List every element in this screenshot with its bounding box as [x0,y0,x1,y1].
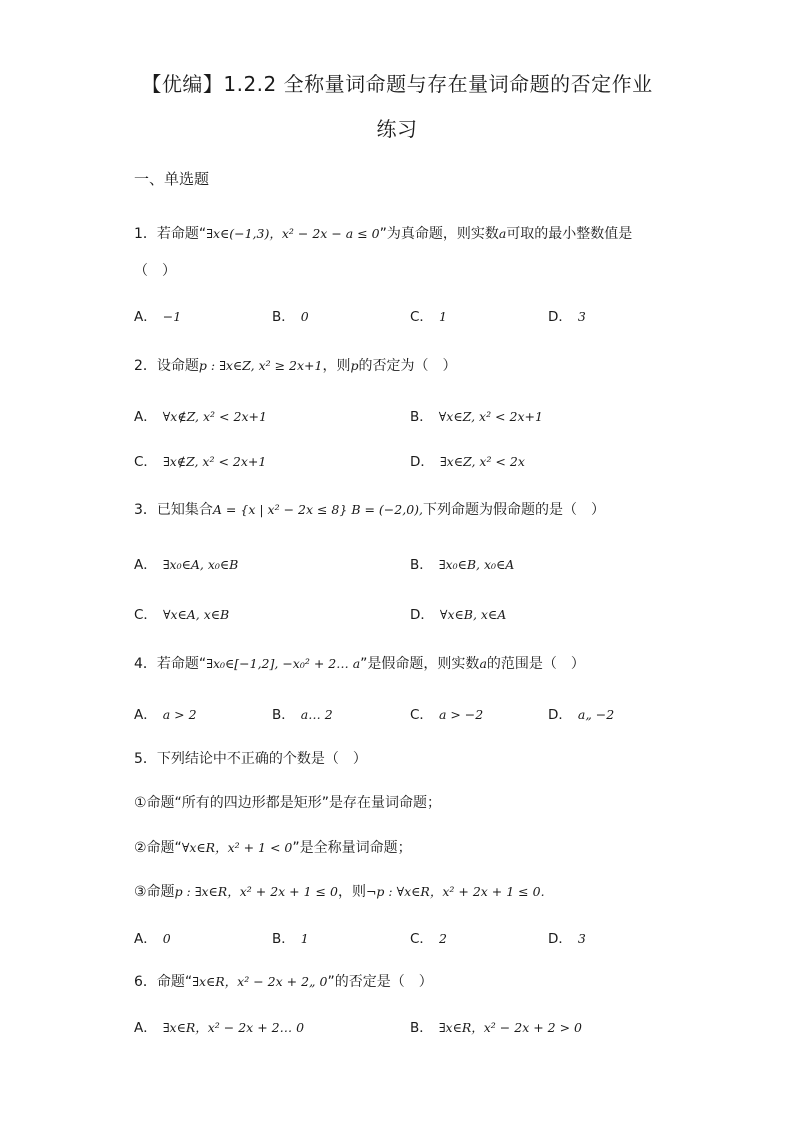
text-fragment: ∃x∈Z, x² < 2x [439,454,525,469]
text-fragment: ”的否定是（ ） [327,974,433,990]
q6-option-a[interactable] [134,1016,304,1036]
q5-option-a[interactable] [134,927,171,947]
q4-option-d[interactable] [548,703,614,723]
text-fragment: ，则 [322,358,351,374]
text-fragment: 0 [162,931,171,946]
math-variable: p [350,358,359,373]
text-fragment: 下列命题为假命题的是（ ） [423,502,605,518]
text-fragment: −1 [162,309,182,324]
q2-option-b[interactable] [410,405,543,425]
q5-option-c[interactable] [410,927,447,947]
q3-option-d[interactable] [410,603,506,623]
text-fragment: A． [134,707,157,723]
text-fragment: D． [410,607,434,623]
q2-option-c[interactable] [134,450,266,470]
text-fragment: ∃x∉Z, x² < 2x+1 [162,454,267,469]
q5-option-b[interactable] [272,927,309,947]
q4-option-a[interactable] [134,703,197,723]
text-fragment: 2 [438,931,447,946]
math-variable: a [479,656,487,671]
q5-statement-1: ①命题“所有的四边形都是矩形”是存在量词命题； [134,795,442,811]
math-expression: ∃x∈(−1,3)，x² − 2x − a ≤ 0 [206,226,380,241]
text-fragment: A． [134,409,157,425]
text-fragment: 3．已知集合 [134,502,213,518]
math-expression: ∃x∈R，x² − 2x + 2„ 0 [192,974,328,989]
text-fragment: ∀x∈A, x∈B [162,607,230,622]
text-fragment: a > 2 [162,707,197,722]
q1-option-b[interactable] [272,305,309,325]
question-4-stem [134,653,585,673]
text-fragment: A． [134,931,157,947]
text-fragment: ∃x∈R，x² − 2x + 2… 0 [162,1020,305,1035]
text-fragment: A． [134,557,157,573]
document-title: 【优编】1.2.2 全称量词命题与存在量词命题的否定作业 [141,72,653,96]
q1-option-d[interactable] [548,305,586,325]
text-fragment: 6．命题“ [134,974,193,990]
q3-option-a[interactable] [134,553,238,573]
q5-statement-2 [134,837,412,857]
text-fragment: 的否定为（ ） [358,358,457,374]
math-expression: p : ∃x∈Z, x² ≥ 2x+1 [198,358,323,373]
text-fragment: 4．若命题“ [134,656,207,672]
text-fragment: B． [410,1020,433,1036]
text-fragment: A． [134,1020,157,1036]
document-title-continued: 练习 [376,117,418,141]
math-expression: ¬p : ∀x∈R，x² + 2x + 1 ≤ 0. [365,884,545,899]
text-fragment: 0 [300,309,309,324]
text-fragment: 2．设命题 [134,358,199,374]
q4-option-b[interactable] [272,703,333,723]
text-fragment: C． [410,309,433,325]
text-fragment: B． [410,409,433,425]
text-fragment: 可取的最小整数值是 [506,226,633,242]
text-fragment: ∀x∈B, x∈A [439,607,507,622]
text-fragment: 的范围是（ ） [486,656,585,672]
text-fragment: A． [134,309,157,325]
text-fragment: ∀x∈Z, x² < 2x+1 [438,409,543,424]
text-fragment: ②命题“ [134,840,182,856]
text-fragment: B． [272,707,295,723]
question-1-stem [134,223,632,243]
math-expression: A = {x | x² − 2x ≤ 8} B = (−2,0), [212,502,423,517]
math-expression: ∃x₀∈[−1,2], −x₀² + 2… a [206,656,361,671]
question-2-stem [134,355,457,375]
question-6-stem [134,971,433,991]
text-fragment: B． [410,557,433,573]
text-fragment: ∃x∈R，x² − 2x + 2 > 0 [438,1020,582,1035]
question-1-stem-continued: （ ） [134,263,176,279]
q3-option-b[interactable] [410,553,514,573]
question-3-stem [134,499,605,519]
math-expression: ∀x∈R，x² + 1 < 0 [181,840,293,855]
text-fragment: 3 [577,309,586,324]
text-fragment: 1 [438,309,447,324]
text-fragment: 1 [300,931,309,946]
text-fragment: D． [548,931,572,947]
math-expression: p : ∃x∈R，x² + 2x + 1 ≤ 0 [174,884,338,899]
text-fragment: a… 2 [300,707,333,722]
text-fragment: ∀x∉Z, x² < 2x+1 [162,409,267,424]
q1-option-c[interactable] [410,305,447,325]
text-fragment: C． [134,607,157,623]
text-fragment: 1．若命题“ [134,226,207,242]
text-fragment: C． [410,931,433,947]
text-fragment: ，则 [337,884,366,900]
text-fragment: C． [134,454,157,470]
text-fragment: ”是假命题，则实数 [360,656,480,672]
question-5-stem: 5．下列结论中不正确的个数是（ ） [134,751,367,767]
text-fragment: C． [410,707,433,723]
q5-statement-3 [134,881,545,901]
q6-option-b[interactable] [410,1016,582,1036]
text-fragment: 3 [577,931,586,946]
text-fragment: ∃x₀∈B, x₀∈A [438,557,515,572]
text-fragment: D． [548,707,572,723]
text-fragment: ”为真命题，则实数 [379,226,499,242]
text-fragment: a„ −2 [577,707,615,722]
text-fragment: ∃x₀∈A, x₀∈B [162,557,239,572]
q4-option-c[interactable] [410,703,483,723]
q2-option-d[interactable] [410,450,525,470]
text-fragment: ③命题 [134,884,175,900]
text-fragment: B． [272,309,295,325]
text-fragment: ”是全称量词命题； [292,840,412,856]
text-fragment: D． [548,309,572,325]
section-heading: 一、单选题 [134,170,210,188]
text-fragment: D． [410,454,434,470]
text-fragment: B． [272,931,295,947]
q2-option-a[interactable] [134,405,267,425]
q3-option-c[interactable] [134,603,229,623]
text-fragment: a > −2 [438,707,484,722]
q1-option-a[interactable] [134,305,181,325]
q5-option-d[interactable] [548,927,586,947]
math-variable: a [498,226,507,241]
